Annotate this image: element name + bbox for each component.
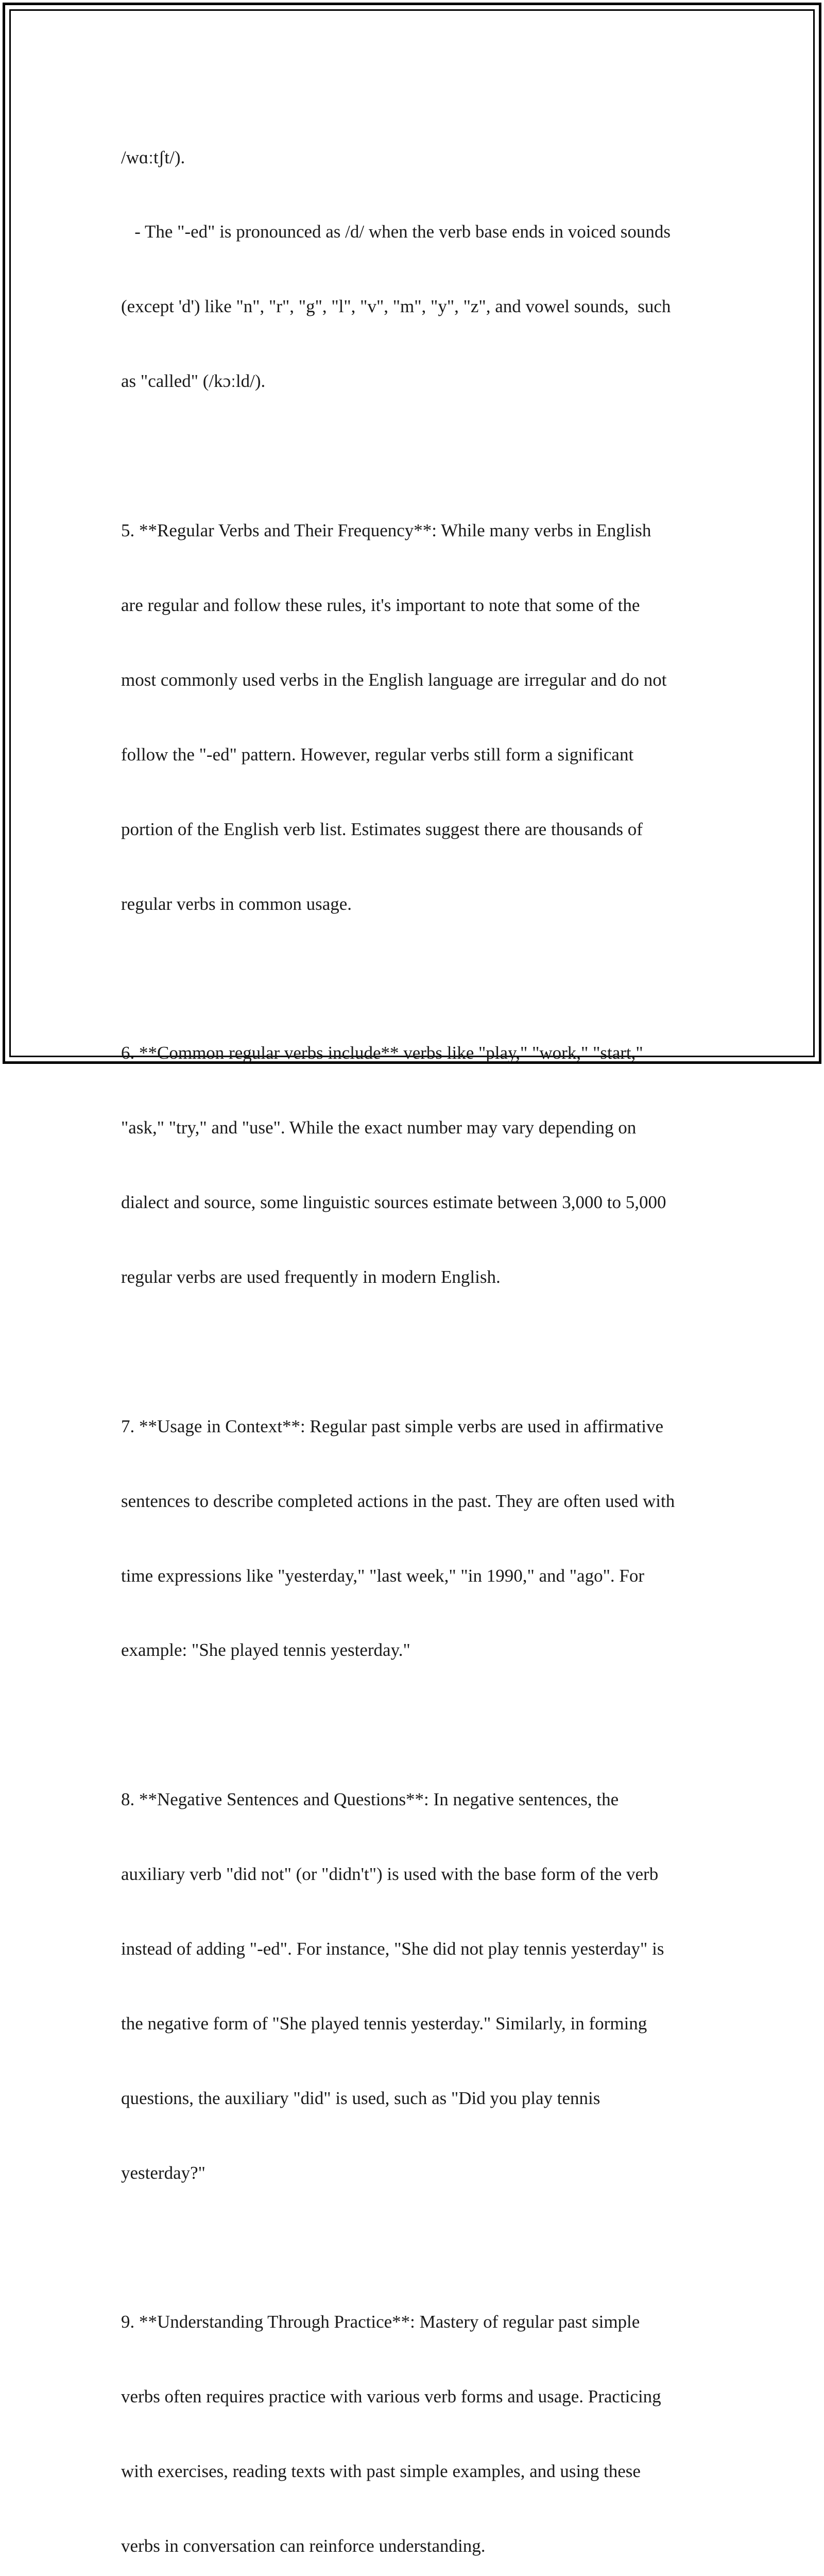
text-line: questions, the auxiliary "did" is used, such as "Did you play tennis [121,2088,600,2108]
paragraph-item-9 [121,2260,713,2576]
text-line: follow the "-ed" pattern. However, regular verbs still form a significant [121,744,634,765]
paragraph-item-8 [121,1738,713,2235]
text-line: - The "-ed" is pronounced as /d/ when the verb base ends in voiced sounds [121,222,671,242]
paragraph-pronunciation-d [121,95,713,444]
text-line: regular verbs in common usage. [121,893,352,914]
paragraph-item-5 [121,468,713,966]
text-line: verbs often requires practice with various verb forms and usage. Practicing [121,2386,661,2407]
text-line: yesterday?" [121,2162,205,2183]
text-line: /wɑːtʃt/). [121,147,185,167]
text-line: sentences to describe completed actions in the past. They are often used with [121,1490,675,1511]
text-line: "ask," "try," and "use". While the exact number may vary depending on [121,1117,637,1138]
text-line: are regular and follow these rules, it's important to note that some of the [121,595,640,615]
paragraph-item-7 [121,1364,713,1713]
paragraph-item-6 [121,991,713,1340]
text-line: 6. **Common regular verbs include** verbs like "play," "work," "start," [121,1043,643,1063]
text-line: 9. **Understanding Through Practice**: Mastery of regular past simple [121,2312,640,2332]
text-line: (except 'd') like "n", "r", "g", "l", "v", "m", "y", "z", and vowel sounds, such [121,296,671,317]
text-line: the negative form of "She played tennis yesterday." Similarly, in forming [121,2013,647,2033]
text-line: verbs in conversation can reinforce understanding. [121,2536,486,2556]
text-line: instead of adding "-ed". For instance, "She did not play tennis yesterday" is [121,1938,664,1959]
text-line: time expressions like "yesterday," "last week," "in 1990," and "ago". For [121,1565,644,1586]
text-line: example: "She played tennis yesterday." [121,1640,410,1660]
text-line: auxiliary verb "did not" (or "didn't") is used with the base form of the verb [121,1864,659,1885]
document-body [121,95,713,2576]
text-line: 5. **Regular Verbs and Their Frequency**: While many verbs in English [121,520,651,541]
text-line: as "called" (/kɔːld/). [121,371,266,392]
text-line: portion of the English verb list. Estimates suggest there are thousands of [121,819,643,839]
text-line: 7. **Usage in Context**: Regular past simple verbs are used in affirmative [121,1416,663,1436]
text-line: dialect and source, some linguistic sources estimate between 3,000 to 5,000 [121,1192,666,1213]
text-line: most commonly used verbs in the English language are irregular and do not [121,669,667,690]
text-line: regular verbs are used frequently in modern English. [121,1266,501,1287]
text-line: 8. **Negative Sentences and Questions**: In negative sentences, the [121,1789,619,1810]
text-line: with exercises, reading texts with past simple examples, and using these [121,2461,641,2482]
